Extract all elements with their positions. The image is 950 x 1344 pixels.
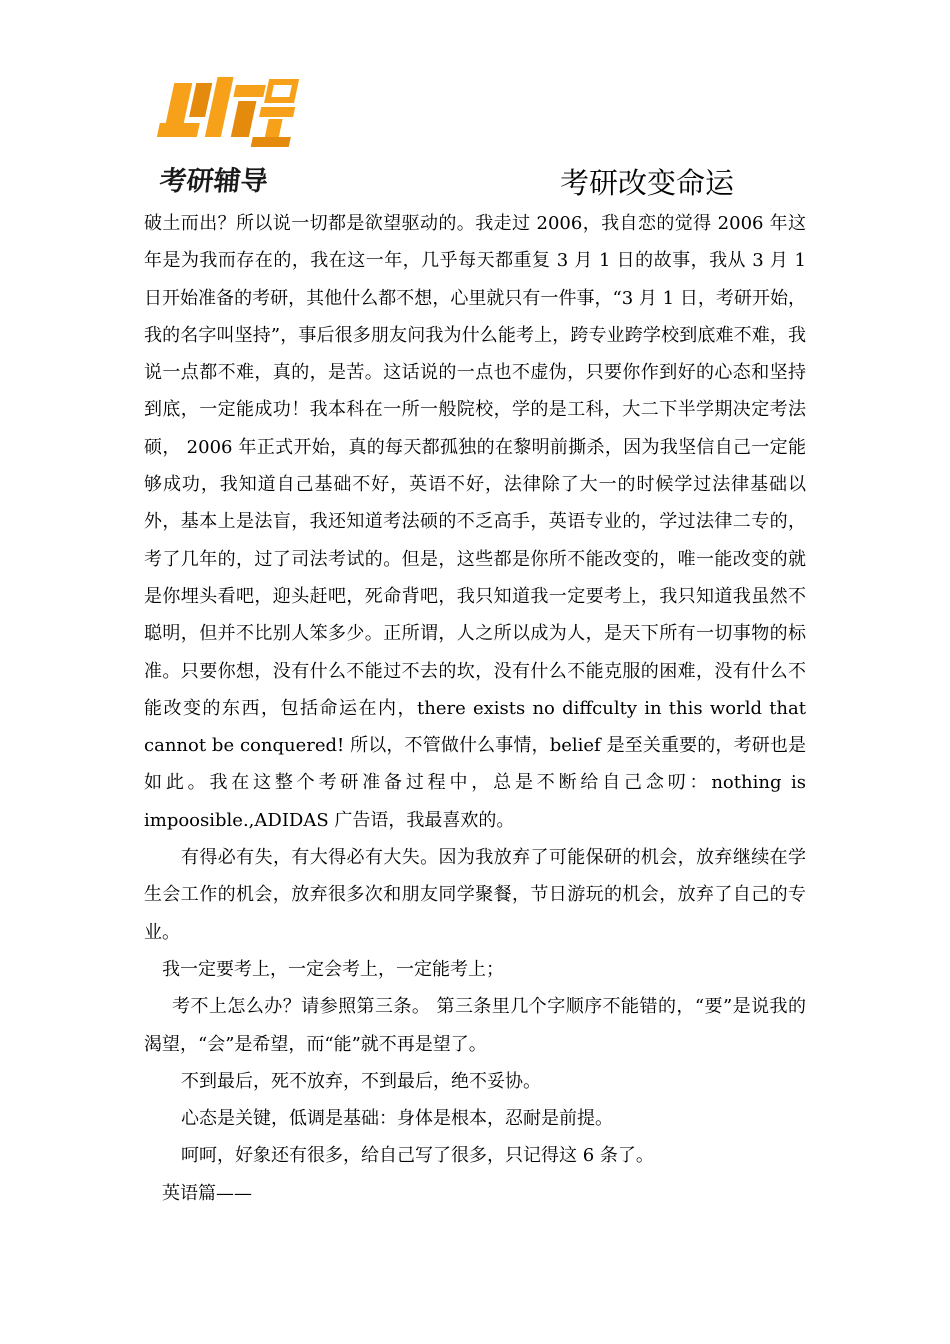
section-heading-english: 英语篇—— (162, 1182, 252, 1204)
paragraph-motto-2: 考不上怎么办？请参照第三条。 第三条里几个字顺序不能错的，“要”是说我的渴望，“会”是希望，而“能”就不再是望了。 (144, 996, 806, 1055)
paragraph-closing: 呵呵，好象还有很多，给自己写了很多，只记得这 6 条了。 (181, 1145, 654, 1167)
document-body (144, 205, 806, 1212)
paragraph-main: 破土而出？所以说一切都是欲望驱动的。我走过 2006，我自恋的觉得 2006 年这年是为我而存在的，我在这一年，几乎每天都重复 3 月 1 日的故事，我从 3 月 1 日开始准备的考研，其他什么都不想，心里就只有一件事，“3 月 1 日，考研开始，我的名字叫坚持”，事后很多朋友问我为什么能考上，跨专业跨学校到底难不难，我说一点都不难，真的，是苦。这话说的一点也不虚伪，只要你作到好的心态和坚持到底，一定能成功！我本科在一所一般院校，学的是工科，大二下半学期决定考法硕， 2006 年正式开始，真的每天都孤独的在黎明前撕杀，因为我坚信自己一定能够成功，我知道自己基础不好，英语不好，法律除了大一的时候学过法律基础以外，基本上是法盲，我还知道考法硕的不乏高手，英语专业的，学过法律二专的，考了几年的，过了司法考试的。但是，这些都是你所不能改变的，唯一能改变的就是你埋头看吧，迎头赶吧，死命背吧，我只知道我一定要考上，我只知道我虽然不聪明，但并不比别人笨多少。正所谓，人之所以成为人，是天下所有一切事物的标准。只要你想，没有什么不能过不去的坎，没有什么不能克服的困难，没有什么不能改变的东西，包括命运在内，there exists no diffculty in this world that cannot be conquered! 所以，不管做什么事情，belief 是至关重要的，考研也是如此。我在这整个考研准备过程中，总是不断给自己念叨：nothing is impoosible.,ADIDAS 广告语，我最喜欢的。 (144, 213, 806, 831)
paragraph-sacrifice: 有得必有失，有大得必有大失。因为我放弃了可能保研的机会，放弃继续在学生会工作的机会，放弃很多次和朋友同学聚餐，节日游玩的机会，放弃了自己的专业。 (144, 847, 806, 943)
logo-text: 考研辅导 (158, 166, 270, 197)
document-title: 考研改变命运 (560, 166, 735, 200)
paragraph-motto-1: 我一定要考上，一定会考上，一定能考上； (162, 958, 504, 980)
paragraph-motto-3: 不到最后，死不放弃，不到最后，绝不妥协。 (181, 1070, 541, 1092)
logo-graphic (150, 75, 300, 160)
paragraph-motto-4: 心态是关键，低调是基础：身体是根本，忍耐是前提。 (181, 1108, 613, 1130)
logo (150, 75, 300, 200)
